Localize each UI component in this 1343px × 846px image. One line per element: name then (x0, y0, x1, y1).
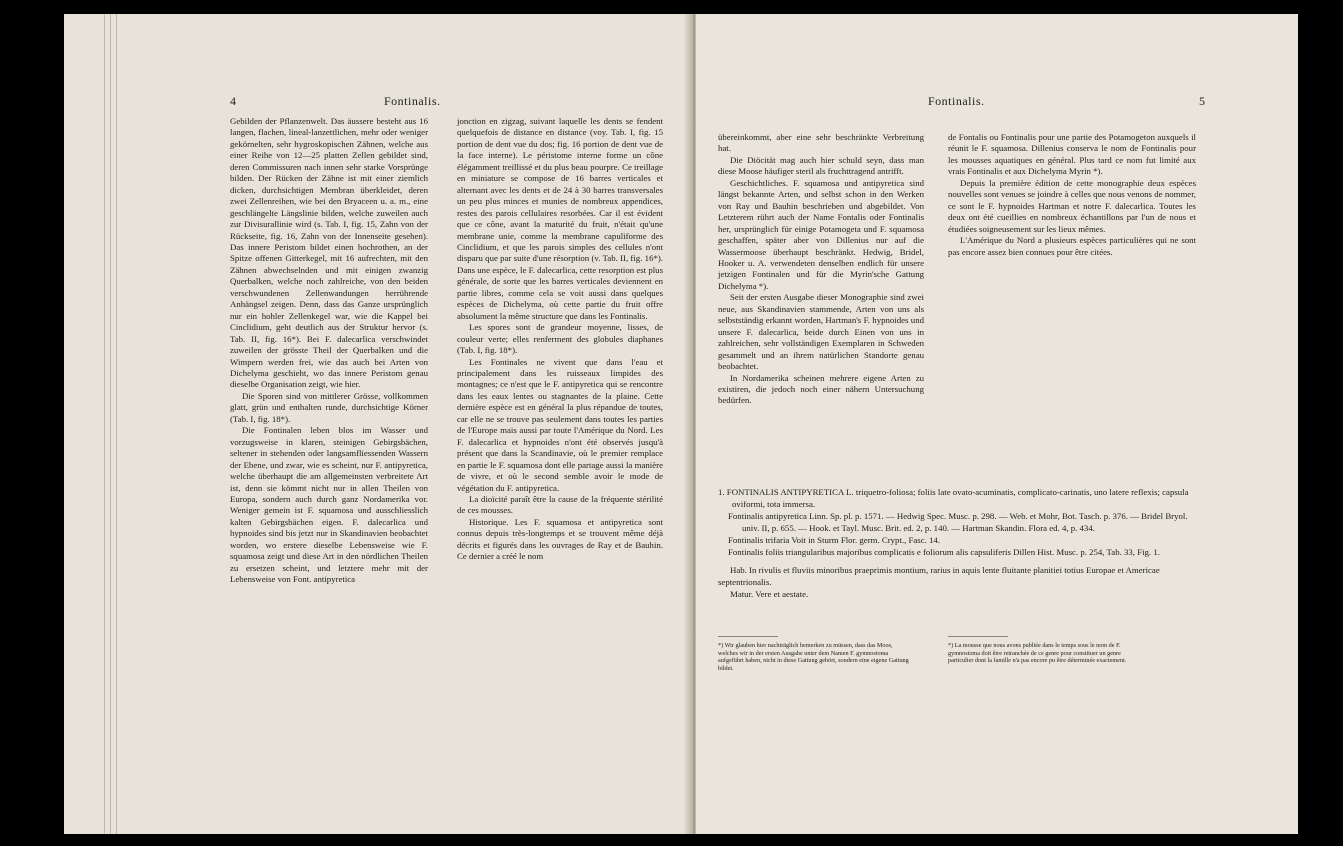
paragraph: Depuis la première édition de cette monographie deux espèces nouvelles sont venues se joindre à celles que nous venons de nommer, ce sont le F. hypnoides Hartman et notre F. dalecarlica. Toutes les deux ont été cueillies en nombreux échantillons par l'un de nous et étudiées soigneusement sur les lieux mêmes. (948, 177, 1196, 234)
paragraph: Les Fontinales ne vivent que dans l'eau et principalement dans les ruisseaux limpides des montagnes; ce n'est que le F. antipyretica qui se rencontre dans les eaux lentes ou stagnantes de la plaine. Cette dernière espèce est en général la plus répandue de toutes, car elle ne se trouve pas seulement dans toutes les parties de l'Europe mais aussi par toute l'Amérique du Nord. Les F. dalecarlica et hypnoides n'ont été observés jusqu'à présent que dans la Scandinavie, où le premier remplace en partie le F. squamosa dont elle partage aussi la manière de vivre, et où le second semble avoir le mode de végétation du F. antipyretica. (457, 356, 663, 493)
page-edge (116, 14, 117, 834)
synonym-line: Fontinalis antipyretica Linn. Sp. pl. p. 1571. — Hedwig Spec. Musc. p. 298. — Web. et Mohr, Bot. Tasch. p. 376. — Bridel Bryol. univ. II, p. 655. — Hook. et Tayl. Musc. Brit. ed. 2, p. 140. — Hartman Skandin. Flora ed. 4, p. 434. (728, 511, 1188, 533)
paragraph: Les spores sont de grandeur moyenne, lisses, de couleur verte; elles renferment des globules diaphanes (Tab. I, fig. 18*). (457, 322, 663, 356)
left-column-german (230, 116, 428, 586)
page-edge (110, 14, 111, 834)
paragraph: In Nordamerika scheinen mehrere eigene Arten zu existiren, die jedoch noch einer nähern Untersuchung bedürfen. (718, 372, 924, 406)
page-number-right: 5 (1199, 94, 1206, 108)
species-heading: 1. FONTINALIS ANTIPYRETICA L. triquetro-foliosa; foliis late ovato-acuminatis, complicato-carinatis, uno latere reflexis; capsula oviformi, tota immersa. (718, 487, 1189, 509)
right-page (696, 14, 1298, 834)
footnote-french: *) La mousse que nous avons publiée dans le temps sous le nom de F. gymnostoma doit être retranchée de ce genre pour constituer un genre particulier dont la famille n'a pas encore pu être déterminée exactement. (948, 642, 1127, 665)
footnote-rule (718, 636, 778, 637)
paragraph: Gebilden der Pflanzenwelt. Das äussere besteht aus 16 langen, flachen, lineal-lanzettlichen, mehr oder weniger gekörnelten, sehr hygroskopischen Zähnen, welche aus einer Reihe von 12—25 platten Zellen gebildet sind, deren Commissuren nach innen sehr starke Vorsprünge bilden. Der Rücken der Zähne ist mit einer ziemlich dicken, durchsichtigen Membran überkleidet, deren zwei Zellenreihen, wie bei den Bryaceen u. a. m., eine geschlängelte Längslinie bilden, welche zuweilen auch zur Divisurallinie wird (s. Tab. I, fig. 15, Zahn von der Rückseite, fig. 16, Zahn von der Innenseite gesehen). Das innere Peristom bildet einen hochrothen, an der Spitze offenen Gitterkegel, mit 16 aufrechten, mit den Zähnen abwechselnden und mit einigen zwanzig Querbalken, welche noch zahlreiche, von den beiden verschwundenen Zellenwandungen herrührende Anhängsel zeigen. Denn, dass das Ganze ursprünglich nur ein hohler Zellenkegel war, wie die Kappel bei Cinclidium, geht deutlich aus der Struktur hervor (s. Tab. II, fig. 16*). Bei F. dalecarlica verschwindet zuweilen der grösste Theil der Querbalken und die Wimpern werden frei, wie das auch bei Arten von Dichelyma geschieht, wo das innere Peristom genau dieselbe Organisation zeigt, wie hier. (230, 116, 428, 390)
synonym-line: Fontinalis trifaria Voit in Sturm Flor. germ. Crypt., Fasc. 14. (728, 535, 941, 545)
left-page (64, 14, 692, 834)
paragraph: Geschichtliches. F. squamosa und antipyretica sind längst bekannte Arten, und selbst schon in den Werken von Ray und Bauhin beschrieben und abgebildet. Von Letzterem rührt auch der Name Fontalis oder Fontinalis her, ursprünglich für einige Potamogeta und F. squamosa geschaffen, später aber von Dillenius nur auf die Wassermoose überhaupt beschränkt. Hedwig, Bridel, Hooker u. A. verwendeten denselben endlich für unsere jetzigen Fontinalen und für die Myrin'sche Gattung Dichelyma *). (718, 177, 924, 291)
right-column-german (718, 132, 924, 407)
left-column-french (457, 116, 663, 563)
paragraph: übereinkommt, aber eine sehr beschränkte Verbreitung hat. (718, 132, 924, 154)
paragraph: La dioïcité paraît être la cause de la fréquente stérilité de ces mousses. (457, 493, 663, 516)
page-edge (104, 14, 105, 834)
right-column-french (948, 132, 1196, 258)
running-head-right: Fontinalis. (928, 94, 985, 108)
paragraph: Die Sporen sind von mittlerer Grösse, vollkommen glatt, grün und enthalten runde, durchsichtige Körner (Tab. I, fig. 18*). (230, 390, 428, 424)
page-number-left: 4 (230, 94, 237, 108)
synonym-line: Fontinalis foliis triangularibus majoribus complicatis e foliorum alis capsuliferis Dillen Hist. Musc. p. 254, Tab. 33, Fig. 1. (728, 547, 1160, 557)
paragraph: Seit der ersten Ausgabe dieser Monographie sind zwei neue, aus Skandinavien stammende, Arten von uns als selbstständig erkannt worden, Hartman's F. hypnoides und unsere F. dalecarlica, beide durch Einen von uns in zahlreichen, sehr vollständigen Exemplaren in Schweden gesammelt und an ihrem natürlichen Standorte genau beobachtet. (718, 292, 924, 372)
species-entry (718, 486, 1198, 600)
running-head-left: Fontinalis. (384, 94, 441, 108)
maturity-line: Matur. Vere et aestate. (730, 589, 809, 599)
paragraph: de Fontalis ou Fontinalis pour une partie des Potamogeton auxquels il réunit le F. squamosa. Dillenius conserva le nom de Fontinalis pour les mousses aquatiques en général. Plus tard ce nom fut limité aux vrais Fontinalis et aux Dichelyma Myrin *). (948, 132, 1196, 177)
paragraph: Die Fontinalen leben blos im Wasser und vorzugsweise in klaren, steinigen Gebirgsbächen, seltener in stehenden oder langsamfliessenden Wassern der Ebene, und zwar, wie es scheint, nur F. antipyretica, welche überhaupt die am allgemeinsten verbreitete Art ist, denn sie kömmt nicht nur in allen Theilen von Europa, sondern auch durch ganz Nordamerika vor. Weniger gemein ist F. squamosa und ausschliesslich kalten Gebirgsbächen eigen. F. dalecarlica und hypnoides sind bis jetzt nur in Skandinavien beobachtet worden, wo erstere dieselbe Lebensweise wie F. squamosa zeigt und diese Art in den nördlichen Theilen zu ersetzen scheint, und letztere mehr mit der Lebensweise von Font. antipyretica (230, 425, 428, 585)
footnote-german: *) Wir glauben hier nachträglich bemerken zu müssen, dass das Moos, welches wir in der ersten Ausgabe unter dem Namen F. gymnostoma aufgeführt haben, nicht in diese Gattung gehört, sondern eine eigene Gattung bildet. (718, 642, 909, 672)
habitat-line: Hab. In rivulis et fluviis minoribus praeprimis montium, rarius in aquis lente fluitante planitiei totius Europae et Americae septentrionalis. (718, 565, 1160, 587)
paragraph: jonction en zigzag, suivant laquelle les dents se fendent quelquefois de distance en distance (voy. Tab. I, fig. 15 portion de dent vue du dos; fig. 16 portion de dent vue de la face interne). Le péristome interne forme un cône élégamment treillissé et du plus beau pourpre. Ce treillage en miniature se compose de 16 barres verticales et alternant avec les dents et de 24 à 30 barres transversales un peu plus minces et munies de nombreux appendices, restes des parois cellulaires resorbées. Car il est évident que ce cône, avant la maturité du fruit, n'était qu'une membrane unie, comme la membrane capuliforme des Cinclidium, et que les parois simples des cellules n'ont disparu que par suite d'une résorption (v. Tab. II, fig. 16*). Dans une espèce, le F. dalecarlica, cette resorption est plus générale, de sorte que les barres verticales deviennent en partie libres, comme cela se voit aussi dans quelques espèces de Dichelyma, où cette partie du fruit offre absolument la même structure que dans les Fontinalis. (457, 116, 663, 321)
open-book-scan (64, 14, 1298, 834)
footnote-rule (948, 636, 1008, 637)
paragraph: L'Amérique du Nord a plusieurs espèces particulières qui ne sont pas encore assez bien connues pour être citées. (948, 235, 1196, 257)
paragraph: Historique. Les F. squamosa et antipyretica sont connus depuis très-longtemps et se trouvent même déjà décrits et figurés dans les ouvrages de Ray et de Bauhin. Ce dernier a créé le nom (457, 516, 663, 562)
paragraph: Die Diöcität mag auch hier schuld seyn, dass man diese Moose häufiger steril als fruchttragend antrifft. (718, 154, 924, 177)
